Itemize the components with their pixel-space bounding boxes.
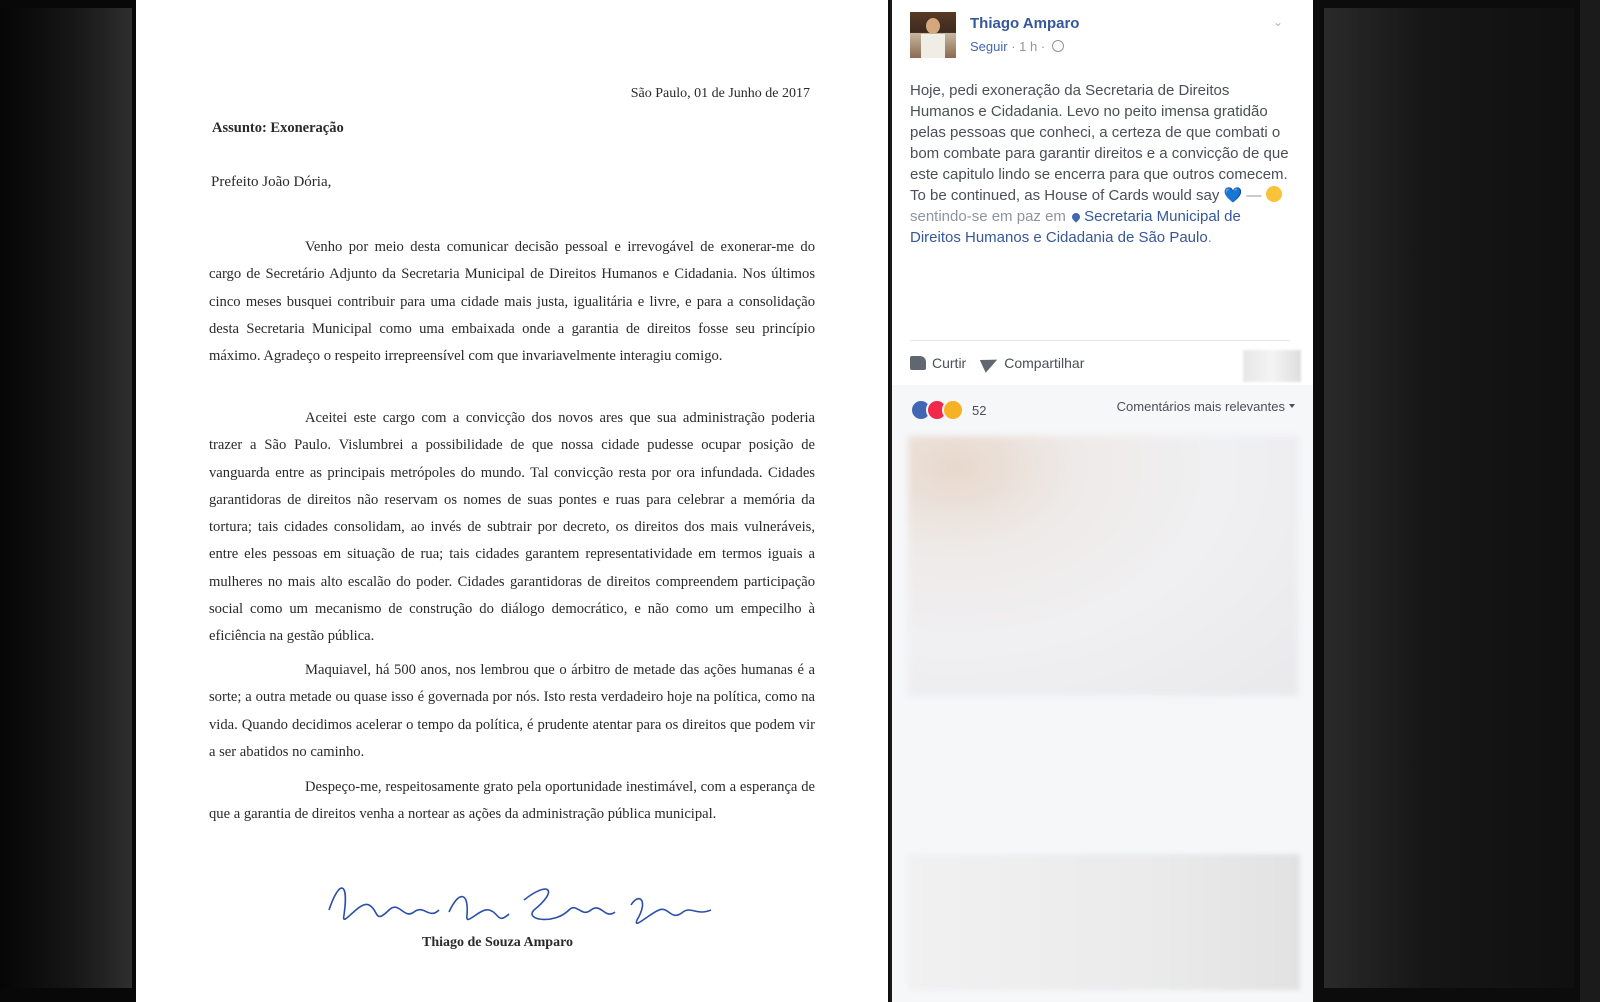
comment-sort-dropdown[interactable] xyxy=(1117,399,1295,414)
avatar-shirt xyxy=(921,34,945,58)
blurred-comment xyxy=(908,436,1298,696)
letter-paragraph: Despeço-me, respeitosamente grato pela oportunidade inestimável, com a esperança de que a garantia de direitos venha a nortear as ações da administração pública municipal. xyxy=(209,779,815,823)
handwritten-signature xyxy=(319,870,719,940)
meta-separator: · xyxy=(1011,39,1020,54)
letter-date: São Paulo, 01 de Junho de 2017 xyxy=(630,86,810,101)
caret-down-icon xyxy=(1289,404,1295,408)
place-link[interactable]: Secretaria Municipal de Direitos Humanos e Cidadania de São Paulo xyxy=(910,208,1241,246)
letter-photo xyxy=(136,0,888,1002)
background-left-panel xyxy=(0,8,132,988)
post-actions xyxy=(910,348,1084,378)
reaction-count: 52 xyxy=(972,402,987,418)
thumbs-up-icon xyxy=(910,356,926,370)
facebook-post-panel xyxy=(890,0,1313,1002)
letter-subject: Assunto: Exoneração xyxy=(212,120,344,136)
avatar[interactable] xyxy=(910,12,956,58)
post-meta xyxy=(970,39,1064,54)
background-right xyxy=(1310,0,1600,1002)
letter-signature-name: Thiago de Souza Amparo xyxy=(422,935,574,950)
background-right-panel xyxy=(1324,8,1574,988)
sad-reaction-icon xyxy=(942,399,964,421)
meta-separator: · xyxy=(1040,39,1049,54)
background-right-strip xyxy=(1580,0,1600,1002)
reaction-summary[interactable] xyxy=(910,399,986,421)
post-body: Hoje, pedi exoneração da Secretaria de Direitos Humanos e Cidadania. Levo no peito imensa gratidão pelas pessoas que conheci, a certeza de que combati o bom combate para garantir direitos e a convicção de que este capitulo lindo se encerra para que outros comecem. To be continued, as House of Cards would say xyxy=(910,82,1289,204)
like-label: Curtir xyxy=(932,355,967,371)
location-pin-icon xyxy=(1070,211,1081,222)
relieved-face-icon xyxy=(1266,186,1282,202)
letter-paragraph: Aceitei este cargo com a convicção dos novos ares que sua administração poderia trazer a São Paulo. Vislumbrei a possibilidade de que nossa cidade pudesse ocupar posição de vanguarda entre as principais metrópoles do mundo. Tal convicção resta por ora infundada. Cidades garantidoras de direitos não reservam os nomes de suas pontes e ruas para celebrar a memória da tortura; tais cidades consolidam, ao invés de subtrair por decreto, os direitos dos mais vulneráveis, entre eles pessoas em situação de rua; tais cidades garantem representatividade em termos iguais a mulheres no mais alto escalão do poder. Cidades garantidoras de direitos compreendem participação social como um mecanismo de construção do diálogo democrático, e não como um empecilho à eficiência na gestão pública. xyxy=(209,410,815,645)
share-arrow-icon xyxy=(980,353,1000,372)
blue-heart-emoji: 💙 xyxy=(1223,187,1243,204)
share-button[interactable] xyxy=(982,355,1084,371)
like-button[interactable] xyxy=(910,355,966,371)
post-dash: — xyxy=(1246,187,1262,204)
post-feeling: sentindo-se em paz em xyxy=(910,208,1066,225)
blurred-thumbnail xyxy=(1243,350,1301,382)
post-author[interactable]: Thiago Amparo xyxy=(970,15,1080,32)
share-label: Compartilhar xyxy=(1004,355,1085,371)
follow-link[interactable]: Seguir xyxy=(970,39,1008,54)
background-left xyxy=(0,0,136,1002)
globe-icon xyxy=(1052,40,1064,52)
post-time[interactable]: 1 h xyxy=(1019,39,1038,54)
post-period: . xyxy=(1207,229,1212,246)
comment-sort-label: Comentários mais relevantes xyxy=(1116,399,1285,414)
blurred-comment xyxy=(908,854,1300,990)
letter-paragraph: Venho por meio desta comunicar decisão pessoal e irrevogável de exonerar-me do cargo de Secretário Adjunto da Secretaria Municipal de Direitos Humanos e Cidadania. Nos últimos cinco meses busquei contribuir para uma cidade mais justa, igualitária e livre, e para a consolidação desta Secretaria Municipal como uma embaixada onde a garantia de direitos fosse seu princípio máximo. Agradeço o respeito irrepreensível com que invariavelmente interagiu comigo. xyxy=(209,239,815,365)
divider xyxy=(910,340,1290,341)
post-text xyxy=(910,80,1290,248)
letter-greeting: Prefeito João Dória, xyxy=(211,174,332,190)
letter-paragraph: Maquiavel, há 500 anos, nos lembrou que o árbitro de metade das ações humanas é a sorte; a outra metade ou quase isso é governada por nós. Isto resta verdadeiro hoje na política, como na vida. Quando decidimos acelerar o tempo da política, é prudente atentar para os direitos que podem vir a ser abatidos no caminho. xyxy=(209,662,815,760)
chevron-down-icon[interactable]: ⌄ xyxy=(1273,15,1284,29)
avatar-face xyxy=(926,18,940,34)
